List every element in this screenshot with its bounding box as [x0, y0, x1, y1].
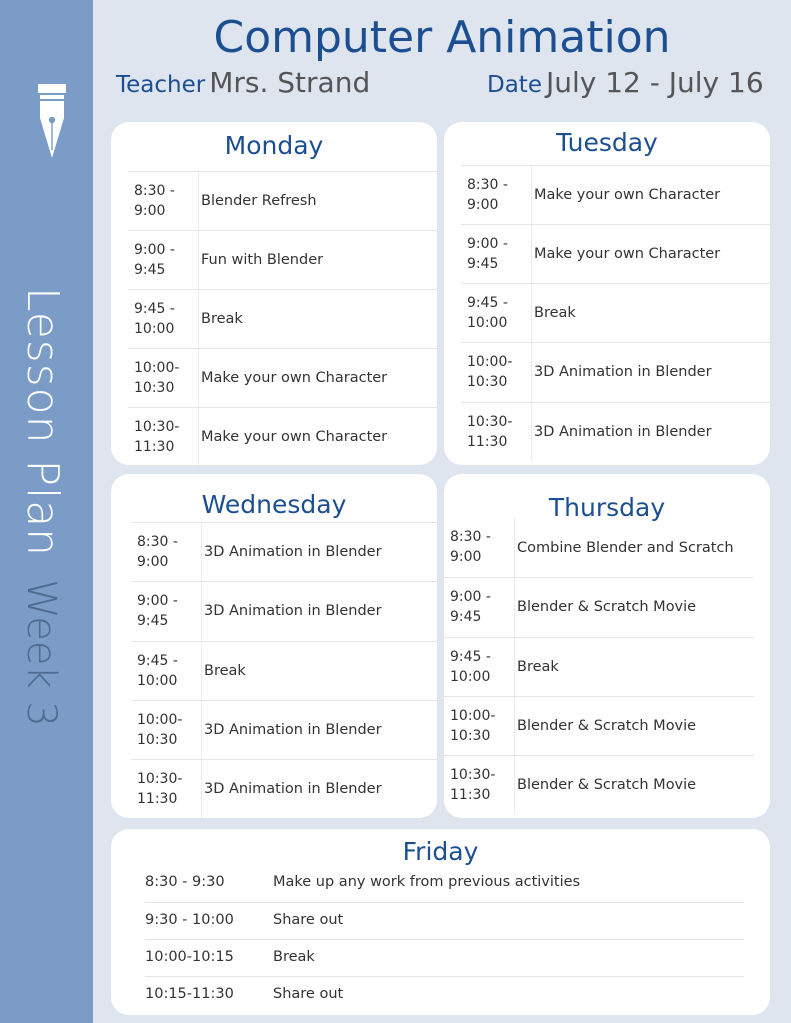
day-title-monday: Monday [224, 131, 324, 160]
activity-cell: Blender Refresh [198, 172, 437, 230]
schedule-row [461, 283, 770, 342]
day-title-thursday: Thursday [548, 493, 666, 522]
time-cell: 9:45 - 10:00 [137, 653, 178, 689]
activity-cell: 3D Animation in Blender [201, 701, 437, 759]
activity-cell: Share out [273, 986, 344, 1002]
friday-card [111, 829, 770, 1015]
date-line [487, 66, 764, 99]
activity-cell: Make up any work from previous activities [273, 874, 581, 890]
time-cell: 10:30- 11:30 [450, 767, 496, 803]
schedule-row [444, 637, 754, 696]
schedule-row [444, 518, 754, 577]
time-cell: 9:00 - 9:45 [134, 242, 175, 278]
day-title-wednesday: Wednesday [201, 490, 347, 519]
day-title-friday: Friday [402, 837, 479, 866]
time-cell: 9:45 - 10:00 [467, 295, 508, 331]
date-label: Date [487, 72, 542, 98]
time-cell: 8:30 - 9:30 [145, 874, 225, 890]
activity-cell: 3D Animation in Blender [531, 403, 770, 461]
tuesday-card [444, 122, 770, 465]
time-cell: 9:00 - 9:45 [467, 236, 508, 272]
schedule-row [145, 865, 744, 902]
lesson-plan-vertical-label [17, 287, 68, 727]
schedule-row [461, 402, 770, 461]
monday-card [111, 122, 437, 465]
schedule-row [128, 348, 437, 407]
activity-cell: Break [531, 284, 770, 342]
wednesday-card [111, 474, 437, 818]
time-cell: 8:30 - 9:00 [137, 534, 178, 570]
activity-cell: Blender & Scratch Movie [514, 756, 754, 814]
schedule-row [444, 696, 754, 755]
teacher-label: Teacher [116, 72, 206, 98]
time-cell: 10:00- 10:30 [137, 712, 183, 748]
activity-cell: Blender & Scratch Movie [514, 578, 754, 636]
activity-cell: 3D Animation in Blender [531, 343, 770, 401]
teacher-name: Mrs. Strand [209, 66, 371, 99]
week-text: Week 3 [18, 579, 64, 727]
time-cell: 9:45 - 10:00 [450, 649, 491, 685]
teacher-line [116, 66, 370, 99]
schedule-row [444, 577, 754, 636]
time-cell: 10:00- 10:30 [134, 360, 180, 396]
time-cell: 10:00- 10:30 [467, 354, 513, 390]
schedule-row [131, 581, 437, 640]
activity-cell: Combine Blender and Scratch [514, 518, 754, 577]
activity-cell: 3D Animation in Blender [201, 523, 437, 581]
activity-cell: Break [273, 949, 315, 965]
time-cell: 9:45 - 10:00 [134, 301, 175, 337]
lesson-plan-text: Lesson Plan [17, 287, 68, 558]
activity-cell: Make your own Character [198, 408, 437, 465]
activity-cell: Make your own Character [198, 349, 437, 407]
thursday-card [444, 474, 770, 818]
schedule-row [128, 407, 437, 465]
activity-cell: Blender & Scratch Movie [514, 697, 754, 755]
activity-cell: Make your own Character [531, 166, 770, 224]
time-cell: 8:30 - 9:00 [134, 183, 175, 219]
schedule-row [461, 224, 770, 283]
time-cell: 8:30 - 9:00 [450, 529, 491, 565]
activity-cell: Break [198, 290, 437, 348]
activity-cell: 3D Animation in Blender [201, 760, 437, 818]
schedule-row [145, 902, 744, 939]
schedule-row [145, 976, 744, 1013]
time-cell: 10:00- 10:30 [450, 708, 496, 744]
time-cell: 10:00-10:15 [145, 949, 234, 965]
day-title-tuesday: Tuesday [556, 128, 658, 157]
time-cell: 8:30 - 9:00 [467, 177, 508, 213]
schedule-row [444, 755, 754, 814]
time-cell: 10:30- 11:30 [467, 414, 513, 450]
time-cell: 10:30- 11:30 [134, 419, 180, 455]
schedule-row [461, 165, 770, 224]
activity-cell: Fun with Blender [198, 231, 437, 289]
schedule-row [131, 641, 437, 700]
schedule-row [461, 342, 770, 401]
activity-cell: Break [514, 638, 754, 696]
activity-cell: Make your own Character [531, 225, 770, 283]
time-cell: 9:00 - 9:45 [450, 589, 491, 625]
activity-cell: 3D Animation in Blender [201, 582, 437, 640]
time-cell: 9:30 - 10:00 [145, 912, 234, 928]
schedule-row [131, 700, 437, 759]
activity-cell: Break [201, 642, 437, 700]
page-title: Computer Animation [213, 12, 671, 63]
fountain-pen-nib-icon [37, 84, 67, 158]
schedule-row [128, 171, 437, 230]
sidebar [0, 0, 93, 1023]
date-range: July 12 - July 16 [545, 66, 764, 99]
schedule-row [128, 289, 437, 348]
activity-cell: Share out [273, 912, 344, 928]
time-cell: 9:00 - 9:45 [137, 593, 178, 629]
time-cell: 10:30- 11:30 [137, 771, 183, 807]
schedule-row [131, 522, 437, 581]
schedule-row [131, 759, 437, 818]
schedule-row [128, 230, 437, 289]
schedule-row [145, 939, 744, 976]
time-cell: 10:15-11:30 [145, 986, 234, 1002]
